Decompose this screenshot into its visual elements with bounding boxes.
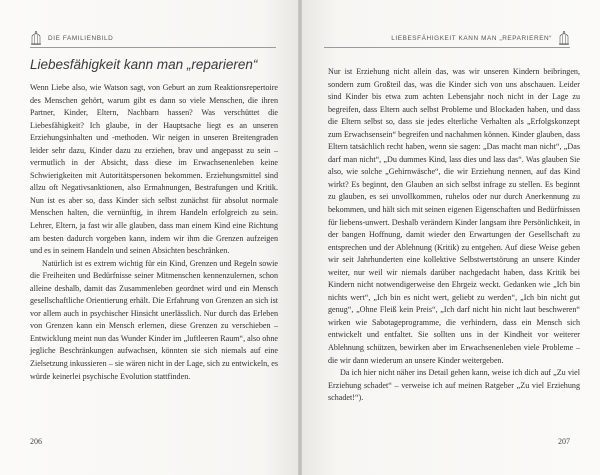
header-rule-left — [30, 47, 276, 48]
section-title: Liebesfähigkeit kann man „reparieren“ — [30, 57, 258, 72]
paragraph: Natürlich ist es extrem wichtig für ein Kind, Grenzen und Regeln sowie die Freiheiten und Bedürfnisse seiner Mitmenschen kennenzulernen, schon alleine deshalb, damit das Zusammenleben geordnet wird und ein Mensch gesellschaftliche Orientierung erhält. Die Erfahrung von Grenzen an sich ist vor allem auch in psychischer Hinsicht unerlässlich. Nur durch das Erleben von Grenzen kann ein Mensch erlernen, diese Grenzen zu verschieben – Entwicklung meint nun das Wunder Kinder im „luftleeren Raum“, also ohne jegliche Beschränkungen aufwachsen, könnten sie sich niemals auf eine Zielsetzung inkussieren – sie wären nicht in der Lage, sich zu entwickeln, es würde keinerlei psychische Evolution stattfinden. — [30, 258, 278, 381]
paragraph: Nur ist Erziehung nicht allein das, was wir unseren Kindern beibringen, sondern zum Großteil das, was die Kinder sich von uns abschauen. Leider sind Kinder bis etwa zum achten Lebensjahr noch nicht in der Lage zu begreifen, dass Eltern auch selbst Probleme und Blockaden haben, und dass die Eltern selbst so, dass sie jedes elterliche Verhalten als „Erfolgskonzept zum Erwachsensein“ begreifen und nachahmen können. Kinder glauben, dass Eltern tatsächlich recht haben, wenn sie sagen: „Das macht man nicht“, „Das darf man nicht“, „Du dummes Kind, lass dies und lass das“. Was glauben Sie also, wie solche „Gehirnwäsche“, die wir Erziehung nennen, auf das Kind wirkt? Es beginnt, den Glauben an sich selbst infrage zu stellen. Es beginnt zu glauben, es sei unvollkommen, ruhelos oder nur durch Anerkennung zu bekommen, und hält sich mit seinen eigenen Eigenschaften und Bedürfnissen für liebens-unwert. Deshalb verändern Kinder langsam ihre Persönlichkeit, in der bangen Hoffnung, damit wieder den Erwartungen der Gesellschaft zu entsprechen und der Ablehnung (Kritik) zu entgehen. Auf diese Weise geben wir seit Jahrhunderten eine kollektive Selbstwertstörung an unsere Kinder weiter, nur weil wir niemals darüber nachgedacht haben, dass Kritik bei Kindern nicht notwendigerweise den Ehrgeiz weckt. Gedanken wie „Ich bin nichts wert“, „Ich bin es nicht wert, geliebt zu werden“, „Ich bin nicht gut genug“, „Ohne Fleiß kein Preis“, „Ich darf nicht hin nicht laut beschweren“ wirken wie Sabotageprogramme, die verhindern, dass ein Mensch sich entwickelt und entfaltet. Sie sollten uns in der Kindheit vor weiterer Ablehnung schützen, bewirken aber im Erwachsenenleben viele Probleme – die wir dann wiederum an unsere Kinder weitergeben. — [328, 67, 580, 365]
paragraph: Da ich hier nicht näher ins Detail gehen kann, weise ich dich auf „Zu viel Erziehung schadet“ – verweise ich auf meinen Ratgeber „Zu viel Erziehung schadet!“). — [328, 368, 580, 403]
birdcage-icon — [30, 31, 42, 45]
running-head-right — [391, 31, 570, 45]
paragraph: Wenn Liebe also, wie Watson sagt, von Geburt an zum Reaktionsrepertoire des Menschen gehört, warum gibt es dann so viele Menschen, die ihren Partner, Kinder, Eltern, Nachbarn hassen? Was verschüttet die Liebesfähigkeit? Ich glaube, in der Hauptsache liegt es an unseren Erziehungsinhalten und -methoden. Wir neigen in unseren Breitengraden leider sehr dazu, Kinder dazu zu erziehen, brav und angepasst zu sein – vermutlich in der Absicht, dass diese im Erwachsenenleben keine Schwierigkeiten mit Autoritätspersonen bekommen. Erziehungsmittel sind allzu oft Negativsanktionen, also Ermahnungen, Bestrafungen und Kritik. Nun ist es aber so, dass Kinder sich selbst zunächst für absolut normale Menschen halten, die vernünftig, in ihrem Handeln erfolgreich zu sein. Lehrer, Eltern, ja fast wir alle glauben, dass man einem Kind eine Richtung am besten dadurch vorgeben kann, indem wir ihm die Grenzen aufzeigen und es in seinem Handeln und seinen Absichten beschränken. — [30, 83, 278, 256]
birdcage-icon — [558, 31, 570, 45]
running-head-left — [30, 31, 113, 45]
header-rule-right — [324, 47, 570, 48]
right-page — [302, 0, 600, 475]
running-head-left-text: DIE FAMILIENBILD — [48, 34, 114, 42]
left-page — [0, 0, 298, 475]
page-number-right: 207 — [558, 437, 570, 446]
running-head-right-text: LIEBESFÄHIGKEIT KANN MAN „REPARIEREN“ — [391, 34, 552, 42]
page-number-left: 206 — [30, 437, 42, 446]
right-body-text — [328, 66, 580, 405]
left-body-text — [30, 82, 278, 383]
